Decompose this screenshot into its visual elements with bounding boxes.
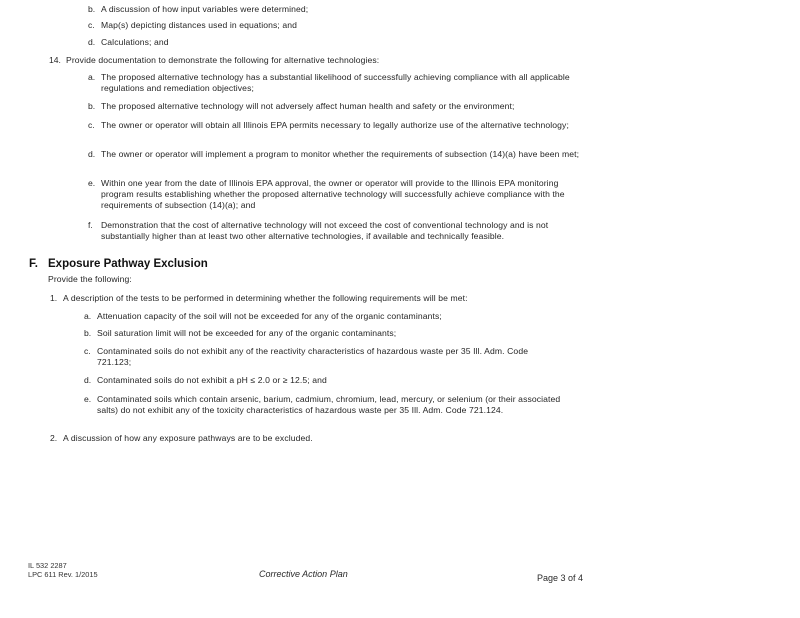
list-marker: c. <box>84 346 91 356</box>
footer-document-title: Corrective Action Plan <box>259 569 348 579</box>
list-marker: e. <box>84 394 92 404</box>
list-item-text: Contaminated soils do not exhibit any of the reactivity characteristics of hazardous waste per 35 Ill. Adm. Code 721.123; <box>97 346 529 367</box>
list-marker: a. <box>84 311 92 321</box>
list-marker: d. <box>88 37 96 47</box>
list-item-text: Contaminated soils which contain arsenic, barium, cadmium, chromium, lead, mercury, or selenium (or their associated salts) do not exhibit any of the toxicity characteristics of hazardous waste per 35 Ill. Adm. Code 721.124. <box>97 394 561 415</box>
list-marker: c. <box>88 20 95 30</box>
list-marker: b. <box>88 4 96 14</box>
list-marker: 14. <box>49 55 61 65</box>
list-marker: c. <box>88 120 95 130</box>
footer-form-number: LPC 611 Rev. 1/2015 <box>28 570 98 579</box>
item-14-text: Provide documentation to demonstrate the following for alternative technologies: <box>66 55 380 65</box>
list-marker: d. <box>88 149 96 159</box>
list-marker: 2. <box>50 433 58 443</box>
list-item-text: Map(s) depicting distances used in equations; and <box>101 20 297 30</box>
list-item-text: The proposed alternative technology will not adversely affect human health and safety or the environment; <box>101 101 515 111</box>
list-item-text: Calculations; and <box>101 37 169 47</box>
list-marker: b. <box>88 101 96 111</box>
list-item-text: A discussion of how input variables were determined; <box>101 4 309 14</box>
list-marker: a. <box>88 72 96 82</box>
section-f-item-2-text: A discussion of how any exposure pathways are to be excluded. <box>63 433 313 443</box>
list-item-text: The proposed alternative technology has a substantial likelihood of successfully achieving compliance with all applicable regulations and remediation objectives; <box>101 72 570 93</box>
list-item-text: Within one year from the date of Illinois EPA approval, the owner or operator will provide to the Illinois EPA monitoring program results establishing whether the proposed alternative technology will successfully achieve compliance with the requirements of subsection (14)(a); and <box>101 178 565 210</box>
list-marker: d. <box>84 375 92 385</box>
list-item-text: Soil saturation limit will not be exceeded for any of the organic contaminants; <box>97 328 397 338</box>
section-marker: F. <box>29 258 38 270</box>
list-marker: b. <box>84 328 92 338</box>
section-title: Exposure Pathway Exclusion <box>48 258 208 270</box>
list-item-text: Contaminated soils do not exhibit a pH ≤ 2.0 or ≥ 12.5; and <box>97 375 327 385</box>
section-f-item-1-text: A description of the tests to be performed in determining whether the following requirements will be met: <box>63 293 468 303</box>
list-item-text: Attenuation capacity of the soil will not be exceeded for any of the organic contaminants; <box>97 311 442 321</box>
section-intro: Provide the following: <box>48 274 132 284</box>
page-number: Page 3 of 4 <box>537 573 584 583</box>
list-marker: 1. <box>50 293 58 303</box>
footer-code: IL 532 2287 <box>28 561 67 570</box>
list-item-text: The owner or operator will implement a program to monitor whether the requirements of subsection (14)(a) have been met; <box>101 149 580 159</box>
list-marker: e. <box>88 178 96 188</box>
list-marker: f. <box>88 220 93 230</box>
list-item-text: The owner or operator will obtain all Illinois EPA permits necessary to legally authorize use of the alternative technology; <box>101 120 569 130</box>
list-item-text: Demonstration that the cost of alternative technology will not exceed the cost of conventional technology and is not substantially higher than at least two other alternative technologies, if available and technically feasible. <box>101 220 549 241</box>
